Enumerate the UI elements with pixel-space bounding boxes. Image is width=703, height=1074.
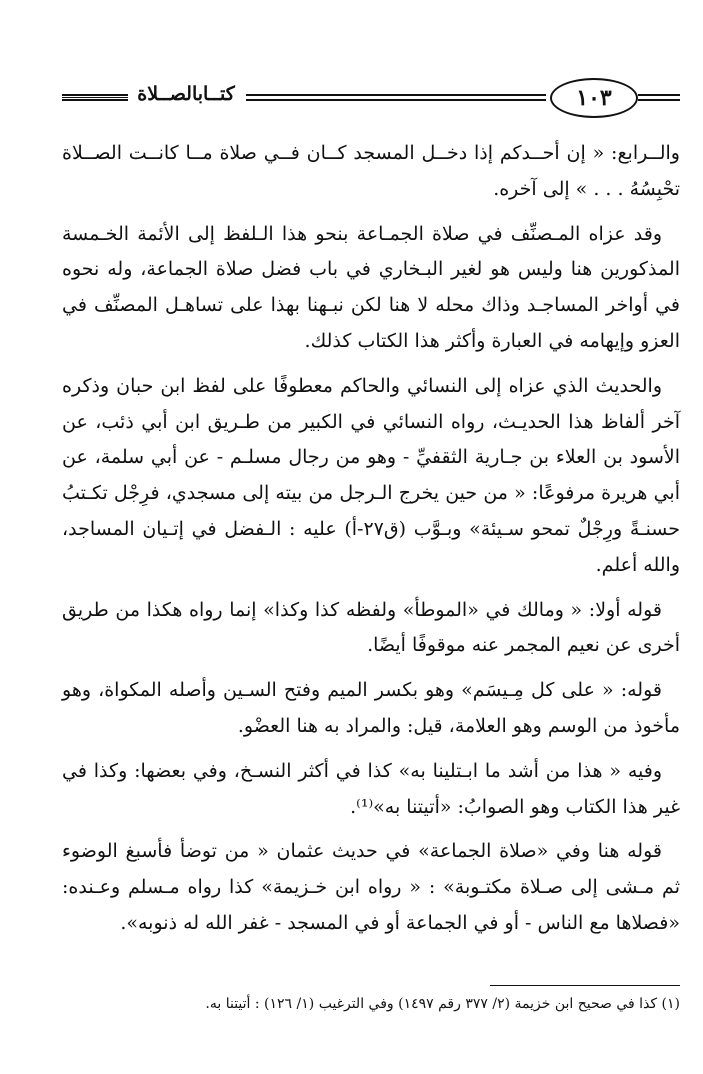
chapter-title: كتــابالصــلاة <box>137 83 235 105</box>
paragraph-1: والــرابع: « إن أحــدكم إذا دخــل المسجد كــان فــي صلاة مــا كانــت الصــلاة تحْبِسُهُ . . . » إلى آخره. <box>62 142 680 200</box>
footnote: (١) كذا في صحيح ابن خزيمة (٢/ ٣٧٧ رقم ١٤٩٧) وفي الترغيب (١/ ١٢٦) : أتيتنا به. <box>205 996 680 1012</box>
page-number: ١٠٣ <box>550 78 638 118</box>
header-rule-left <box>62 94 128 101</box>
header-rule-middle <box>246 94 546 101</box>
body-text <box>62 136 680 951</box>
paragraph-7: قوله هنا وفي «صلاة الجماعة» في حديث عثمان « من توضأ فأسبغ الوضوء ثم مـشى إلى صـلاة مكتـوبة» : « رواه ابن خـزيمة» كذا رواه مـسلم وعـنده: «فصلاها مع الناس - أو في الجماعة أو في المسجد - غفر الله له ذنوبه». <box>62 840 680 934</box>
paragraph-6: وفيه « هذا من أشد ما ابـتلينا به» كذا في أكثر النسـخ، وفي بعضها: وكذا في غير هذا الكتاب وهو الصوابُ: «أتيتنا به»⁽¹⁾. <box>62 759 680 818</box>
paragraph-2: وقد عزاه المـصنِّف في صلاة الجمـاعة بنحو هذا الـلفظ إلى الأئمة الخـمسة المذكورين هنا وليس هو لغير البـخاري في باب فضل صلاة الجماعة، وله نحوه في أواخر المساجـد وذاك محله لا هنا لكن نبـهنا بهذا على تساهـل المصنِّف في العزو وإيهامه في العبارة وأكثر هذا الكتاب كذلك. <box>62 222 680 352</box>
header-rule-right <box>638 94 680 101</box>
paragraph-4: قوله أولا: « ومالك في «الموطأ» ولفظه كذا وكذا» إنما رواه هكذا من طريق أخرى عن نعيم المجمر عنه موقوفًا أيضًا. <box>62 598 680 657</box>
paragraph-3: والحديث الذي عزاه إلى النسائي والحاكم معطوفًا على لفظ ابن حبان وذكره آخر ألفاظ هذا الحديـث، رواه النسائي في الكبير من طـريق ابن أبي ذئب، عن الأسود بن العلاء بن جـارية الثقفيِّ - وهو من رجال مسلـم - عن أبي سلمة، عن أبي هريرة مرفوعًا: « من حين يخرج الـرجل من بيته إلى مسجدي، فرِجْل تكـتبُ حسنـةً ورِجْلٌ تمحو سـيئة» وبـوَّب (ق٢٧-أ) عليه : الـفضل في إتـيان المساجد، والله أعلم. <box>62 374 680 576</box>
page-header <box>62 72 680 124</box>
footnote-divider <box>490 985 680 986</box>
paragraph-5: قوله: « على كل مِـيسَم» وهو بكسر الميم وفتح السـين وأصله المكواة، وهو مأخوذ من الوسم وهو العلامة، قيل: والمراد به هنا العضْو. <box>62 679 680 737</box>
